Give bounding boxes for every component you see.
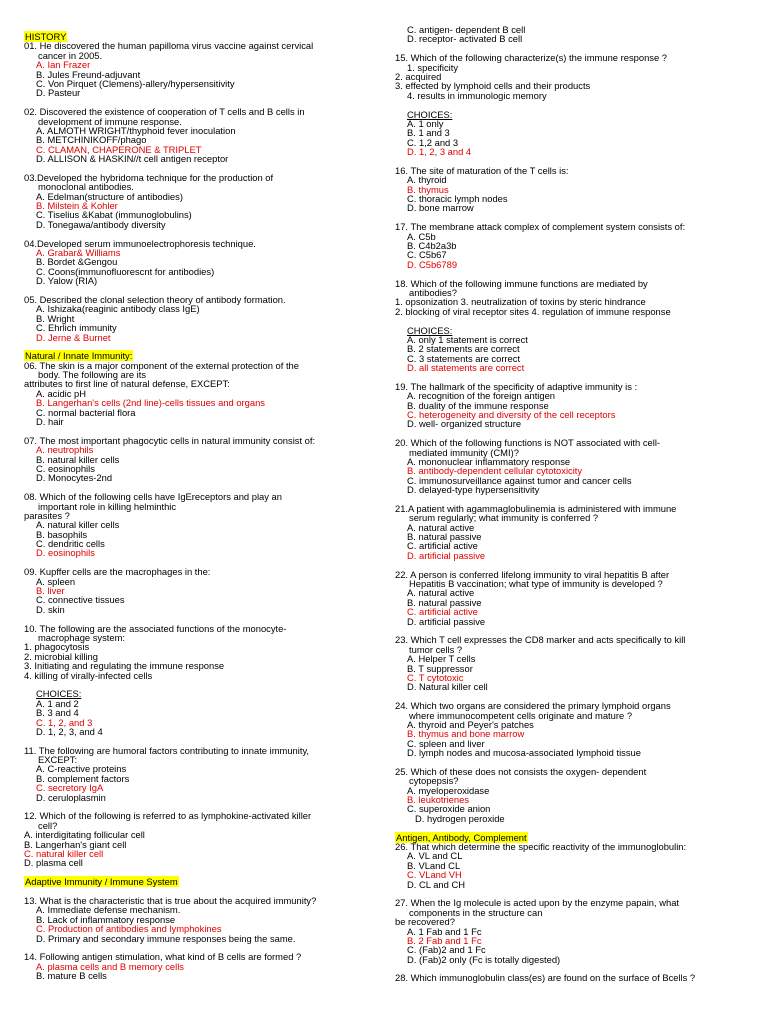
line [24,727,384,736]
text-line: C. Tiselius &Kabat (immunoglobulins) [36,209,192,221]
text-line: 04.Developed serum immunoelectrophoresis technique. [24,237,256,249]
text-line: C. T cytotoxic [407,671,464,683]
line [24,671,384,680]
line [24,858,384,867]
line [24,304,384,313]
text-line: be recovered? [395,916,455,928]
text-line: 11. The following are humoral factors contributing to innate immunity, [24,744,310,756]
line [395,955,765,964]
line [395,175,765,184]
text-line: 17. The membrane attack complex of complement system consists of: [395,221,686,233]
text-line: A. neutrophils [36,444,94,456]
text-line: A. natural killer cells [36,519,120,531]
text-line: parasites ? [24,509,70,521]
line [395,110,765,119]
text-line: 01. He discovered the human papilloma virus vaccine against cervical [24,40,314,52]
text-line: A. Ishizaka(reaginic antibody class IgE) [36,303,200,315]
text-line: 1. specificity [407,61,459,73]
line [395,166,765,175]
text-line: macrophage system: [38,632,126,643]
text-line: A. 1 and 2 [36,697,79,709]
text-line: C. C5b67 [407,249,447,261]
text-line: 20. Which of the following functions is NOT associated with cell- [395,437,661,449]
line [395,119,765,128]
text-line: 2. acquired [395,70,442,82]
text-line: cytopepsis? [409,775,459,787]
text-line: D. hair [36,416,64,428]
text-line: B. Lack of inflammatory response [36,913,176,925]
line [395,203,765,212]
text-line: 28. Which immunoglobulin class(es) are found on the surface of Bcells ? [395,972,696,984]
text-line: C. artificial active [407,606,478,618]
text-line: B. Jules Freund-adjuvant [36,68,141,80]
text-line: 09. Kupffer cells are the macrophages in the: [24,566,211,578]
line [395,147,765,156]
text-line: development of immune response. [38,115,182,127]
text-line: D. Pasteur [36,87,81,99]
text-line: B. 2 statements are correct [407,343,520,355]
text-line: B. Langerhan's giant cell [24,838,127,850]
line [24,502,384,511]
text-line: components in the structure can [409,906,543,918]
text-line: 16. The site of maturation of the T cells is: [395,164,569,176]
text-line: A. thyroid [407,174,447,186]
line [395,363,765,372]
text-line: C. secretory IgA [36,782,104,794]
text-line: 08. Which of the following cells have IgEreceptors and play an [24,491,282,503]
line [395,419,765,428]
line [395,63,765,72]
text-line: D. receptor- activated B cell [407,33,523,45]
text-line: B. T suppressor [407,662,473,674]
text-line: A. 1 Fab and 1 Fc [407,925,482,937]
text-line: B. Langerhan's cells (2nd line)-cells tissues and organs [36,397,265,409]
text-line: B. VLand CL [407,859,461,871]
text-line: D. Jerne & Burnet [36,331,111,343]
text-line: D. all statements are correct [407,362,525,374]
line [395,814,765,823]
text-line: 4. results in immunologic memory [407,89,547,101]
text-line: C. 1,2 and 3 [407,136,459,148]
text-line: 07. The most important phagocytic cells in natural immunity consist of: [24,434,316,446]
text-line: 21.A patient with agammaglobulinemia is administered with immune [395,502,677,514]
text-line: C. Production of antibodies and lymphokines [36,923,222,935]
text-line: B. duality of the immune response [407,399,549,411]
line [395,973,765,982]
line [24,220,384,229]
text-line: 15. Which of the following characterize(s) the immune response ? [395,52,668,64]
section-heading: Natural / Innate Immunity: [25,350,133,362]
text-line: 3. Initiating and regulating the immune response [24,660,225,672]
line [24,548,384,557]
text-line: mediated immunity (CMI)? [409,446,519,458]
text-line: 24. Which two organs are considered the primary lymphoid organs [395,700,671,712]
line [24,971,384,980]
text-line: B. natural killer cells [36,453,120,465]
text-line: 14. Following antigen stimulation, what kind of B cells are formed ? [24,951,302,963]
text-line: D. Monocytes-2nd [36,472,113,484]
text-line: D. 1, 2, 3 and 4 [407,146,472,158]
text-line: 25. Which of these does not consists the oxygen- dependent [395,765,647,777]
text-line: A. VL and CL [407,850,463,862]
right-column [395,25,765,983]
text-line: A. myeloperoxidase [407,784,490,796]
line [24,877,384,886]
line [395,551,765,560]
text-line: 2. microbial killing [24,650,98,662]
text-line: cancer in 2005. [38,49,103,61]
text-line: C. connective tissues [36,594,125,606]
text-line: 13. What is the characteristic that is true about the acquired immunity? [24,894,317,906]
text-line: body. The following are its [38,369,147,381]
text-line: A. natural active [407,521,475,533]
line [395,682,765,691]
line [395,241,765,250]
text-line: A. C-reactive proteins [36,763,127,775]
text-line: 2. blocking of viral receptor sites 4. regulation of immune response [395,305,671,317]
text-line: 10. The following are the associated functions of the monocyte- [24,622,287,634]
text-line: D. artificial passive [407,549,486,561]
section-heading: HISTORY [25,31,67,42]
text-line: C. 3 statements are correct [407,352,521,364]
text-line: 4. killing of virally-infected cells [24,669,153,681]
left-column [24,32,384,980]
text-line: serum regularly; what immunity is conferred ? [409,512,599,524]
text-line: B. C4b2a3b [407,239,457,251]
text-line: C. spleen and liver [407,737,485,749]
text-line: C. superoxide anion [407,803,491,815]
line [24,595,384,604]
text-line: D. ALLISON & HASKIN//t cell antigen receptor [36,153,229,165]
text-line: antibodies? [409,286,457,298]
text-line: 03.Developed the hybridoma technique for the production of [24,171,274,183]
text-line: 06. The skin is a major component of the external protection of the [24,359,299,371]
line [395,485,765,494]
text-line: 3. effected by lymphoid cells and their products [395,80,591,92]
line [24,276,384,285]
text-line: A. 1 only [407,117,444,129]
text-line: D. lymph nodes and mucosa-associated lymphoid tissue [407,747,641,759]
text-line: D. Primary and secondary immune responses being the same. [36,932,296,944]
line [24,934,384,943]
text-line: cell? [38,819,58,831]
text-line: C. Von Pirquet (Clemens)-allery/hypersensitivity [36,77,235,89]
text-line: A. plasma cells and B memory cells [36,960,184,972]
text-line: C. dendritic cells [36,538,105,550]
text-line: attributes to first line of natural defense, EXCEPT: [24,378,230,390]
line [395,748,765,757]
line [395,260,765,269]
text-line: D. eosinophils [36,547,95,559]
text-line: 02. Discovered the existence of cooperation of T cells and B cells in [24,106,305,118]
line [395,34,765,43]
text-line: A. interdigitating follicular cell [24,829,145,841]
line [24,333,384,342]
line [24,577,384,586]
text-line: 27. When the Ig molecule is acted upon by the enzyme papain, what [395,897,680,909]
line [395,617,765,626]
text-line: 19. The hallmark of the specificity of adaptive immunity is : [395,380,638,392]
text-line: D. Natural killer cell [407,681,488,693]
text-line: B. thymus [407,183,449,195]
text-line: 1. opsonization 3. neutralization of toxins by steric hindrance [395,296,646,308]
text-line: 22. A person is conferred lifelong immunity to viral hepatitis B after [395,568,670,580]
text-line: EXCEPT: [38,754,78,766]
text-line: C. eosinophils [36,462,95,474]
text-line: C. antigen- dependent B cell [407,24,526,35]
text-line: 05. Described the clonal selection theory of antibody formation. [24,293,286,305]
text-line: C. heterogeneity and diversity of the cell receptors [407,409,616,421]
text-line: B. complement factors [36,772,130,784]
line [24,793,384,802]
text-line: B. thymus and bone marrow [407,728,525,740]
text-line: CHOICES: [407,324,453,336]
line [24,88,384,97]
text-line: 26. That which determine the specific reactivity of the immunoglobulin: [395,840,687,852]
text-line: B. 1 and 3 [407,127,450,139]
text-line: D. CL and CH [407,878,466,890]
text-line: important role in killing helminthic [38,500,177,512]
text-line: A. ALMOTH WRIGHT/thyphoid fever inoculation [36,124,236,136]
text-line: D. ceruloplasmin [36,791,106,803]
line [24,746,384,755]
text-line: B. liver [36,585,65,597]
text-line: B. 2 Fab and 1 Fc [407,934,482,946]
text-line: B. leukotrienes [407,794,470,806]
text-line: D. skin [36,603,65,615]
text-line: Hepatitis B vaccination; what type of immunity is developed ? [409,578,663,590]
text-line: 12. Which of the following is referred to as lymphokine-activated killer [24,810,312,822]
text-line: 23. Which T cell expresses the CD8 marker and acts specifically to kill [395,634,686,646]
text-line: A. spleen [36,575,76,587]
text-line: D. delayed-type hypersensitivity [407,484,540,496]
text-line: B. natural passive [407,531,482,543]
text-line: C. 1, 2, and 3 [36,716,93,728]
text-line: CHOICES: [407,108,453,120]
line [395,91,765,100]
text-line: D. bone marrow [407,202,474,214]
text-line: D. plasma cell [24,857,83,869]
text-line: B. antibody-dependent cellular cytotoxicity [407,465,583,477]
text-line: D. (Fab)2 only (Fc is totally digested) [407,953,561,965]
text-line: A. C5b [407,230,436,242]
text-line: C. thoracic lymph nodes [407,193,508,205]
line [24,417,384,426]
text-line: 18. Which of the following immune functions are mediated by [395,277,648,289]
text-line: A. Immediate defense mechanism. [36,904,181,916]
line [24,154,384,163]
text-line: C. normal bacterial flora [36,406,136,418]
text-line: A. recognition of the foreign antigen [407,390,556,402]
text-line: B. 3 and 4 [36,707,79,719]
text-line: B. Bordet &Gengou [36,256,118,268]
text-line: C. VLand VH [407,869,462,881]
text-line: D. Tonegawa/antibody diversity [36,218,166,230]
text-line: A. acidic pH [36,387,87,399]
text-line: D. well- organized structure [407,418,522,430]
text-line: C. Coons(immunofluorescnt for antibodies) [36,265,215,277]
text-line: tumor cells ? [409,643,463,655]
text-line: A. Edelman(structure of antibodies) [36,190,183,202]
text-line: A. Helper T cells [407,653,476,665]
text-line: A. Grabar& Williams [36,246,121,258]
text-line: C. (Fab)2 and 1 Fc [407,944,486,956]
line [24,473,384,482]
text-line: A. natural active [407,587,475,599]
text-line: B. basophils [36,528,88,540]
line [395,880,765,889]
text-line: A. only 1 statement is correct [407,333,528,345]
line [24,811,384,820]
text-line: C. Ehrlich immunity [36,322,117,334]
text-line: CHOICES: [36,688,82,700]
text-line: C. immunosurveillance against tumor and cancer cells [407,474,632,486]
text-line: B. Wright [36,312,75,324]
text-line: A. Ian Frazer [36,59,91,71]
line [24,567,384,576]
text-line: A. mononuclear inflammatory response [407,455,571,467]
text-line: monoclonal antibodies. [38,181,134,193]
text-line: D. 1, 2, 3, and 4 [36,725,103,737]
text-line: B. natural passive [407,596,482,608]
text-line: D. C5b6789 [407,258,458,270]
section-heading: Adaptive Immunity / Immune System [25,876,178,888]
text-line: D. Yalow (RIA) [36,275,98,287]
line [24,605,384,614]
text-line: A. thyroid and Peyer's patches [407,718,534,730]
text-line: C. natural killer cell [24,847,104,859]
text-line: B. mature B cells [36,970,107,982]
text-line: B. METCHINIKOFF/phago [36,134,147,146]
line [24,408,384,417]
section-heading: Antigen, Antibody, Complement [396,831,527,843]
text-line: where immunocompetent cells originate and mature ? [409,709,633,721]
line [395,307,765,316]
text-line: B. Milstein & Kohler [36,200,118,212]
text-line: C. CLAMAN, CHAPERONE & TRIPLET [36,143,202,155]
text-line: D. artificial passive [407,615,486,627]
line [395,222,765,231]
text-line: C. artificial active [407,540,478,552]
text-line: 1. phagocytosis [24,641,90,653]
text-line: D. hydrogen peroxide [415,812,505,824]
